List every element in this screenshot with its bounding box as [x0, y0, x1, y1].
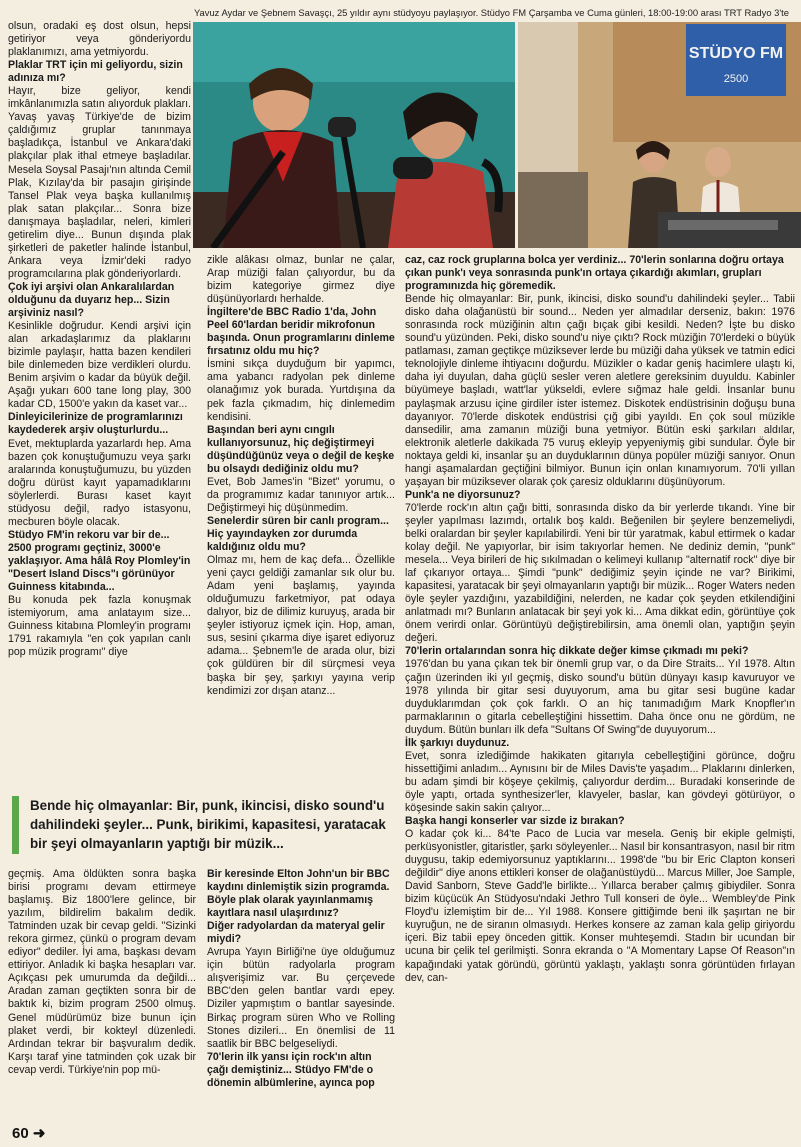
column-1-bottom	[8, 868, 196, 1077]
question: Bir keresinde Elton John'un bir BBC kaydını dinlemiştik sizin programda. Böyle plak olarak yayınlanmamış kayıtlara nasıl ulaşırdınız?	[207, 868, 390, 920]
question: Senelerdir süren bir canlı program... Hiç yayındayken zor durumda kaldığınız oldu mu?	[207, 514, 389, 554]
answer-paragraph: Kesinlikle doğrudur. Kendi arşivi için alan arkadaşlarımız da plaklarını bizimle paylaşır, hatta bazen kendileri bile dinlemeden bize verdikleri olurdu. Benim arşivim o kadar da büyük değil. Aşağı yukarı 600 tane long play, 300 kadar CD, 1500'e yakın da kaset var...	[8, 320, 191, 411]
answer-paragraph: Evet, sonra izlediğimde hakikaten gitarıyla cebelleştiğini görünce, doğru hissettiğimi anladım... Aynısını bir de Miles Davis'te yaşadım... Plaklarını dinlerken, bu adam şimdi bir köşeye çekilmiş, çalıyordur derdim... Buradaki konserinde de öyle yaptı, ortada synthesizer'ler, klavyeler, baslar, kan gövdeyi götürüyor, o köşesinde sakin sakin çalıyor...	[405, 749, 795, 814]
answer-paragraph: İsmini sıkça duyduğum bir yapımcı, ama yabancı radyolan pek dinleme olanağımız yok burada. Yurtdışına da pek fazla çıkmadım, hiç dinlemedim kendisini.	[207, 358, 395, 423]
studio-photo-control-room	[518, 22, 801, 248]
column-3	[405, 254, 795, 985]
question: Başından beri aynı cıngılı kullanıyorsunuz, hiç değiştirmeyi düşündüğünüz veya o değil de keşke bu olsaydı dediğiniz oldu mu?	[207, 423, 395, 475]
answer-paragraph: Evet, Bob James'in "Bizet" yorumu, o da programımız kadar tanınıyor artık... Değiştirmeyi hiç düşünmedim.	[207, 475, 395, 514]
page-number-text: 60	[12, 1125, 29, 1142]
answer-paragraph: Avrupa Yayın Birliği'ne üye olduğumuz için bütün radyolarla program alışverişimiz var. Bu çerçevede BBC'den gelen bantlar vardı epey. Diziler yapmıştım o bantlar sayesinde. Birkaç program süren Who ve Rolling Stones dizileri... En önemlisi de 11 saatlik bir BBC belgeseliydi.	[207, 946, 395, 1050]
pull-quote	[8, 796, 393, 858]
answer-paragraph: Olmaz mı, hem de kaç defa... Özellikle yeni çaycı geldiği zamanlar sık olur bu. Adam yeni başlamış, yayında olduğumuzu farketmiyor, pat odaya dalıyor, biz de dilimiz kuruyuş, arada bir şeyler istiyoruz içmek için. Hop, aman, sus, sesini çıkarma diye işaret ediyoruz adama... Şebnem'le de arada olur, bizi çok güldüren bir dil sürçmesi veya başka bir şey, şarkıyı yayına verip kendimizi zor dışan atanz...	[207, 554, 395, 697]
answer-paragraph: Evet, mektuplarda yazarlardı hep. Ama bazen çok konuştuğumuzu veya şarkı aralarında konuştuğumuzu, bu yüzden doğru dürüst kayıt yapamadıklarını söylerlerdi. Burası kaset kayıt stüdyosu değil, radyo istasyonu, mecburen böyle olacak.	[8, 437, 191, 528]
answer-paragraph: 70'lerde rock'ın altın çağı bitti, sonrasında disko da bir yerlerde tıkandı. Yine bir şeyler yapılması lazımdı, ortalık boş kaldı. Beğenilen bir şeylere benzemeliydi, belki oralardan bir şeyler kapılabilirdi. Yeni bir tür yaratmak, kabul ettirmek o kadar kolay değil. Ne yapıyorlar, bir isim takıyorlar hemen. Ne dediniz demin, "punk" mesela... Veya birileri de hiç sıkılmadan o kelimeyi kullanıp "alternatif rock" diye bir laf çıkarıyor ortaya... Şimdi "punk" dediğimiz şeyin içinde ne var? Birikimi, kapasitesi, yaratacak bir şeyi olmayanların yaptığı bir müzik... Roger Waters neden öyle şeyler yazdığını, yazabildiğini, nelerden, ne kadar çok şeyden etkilendiğini anlatmadı mı? Bunların anlatacak bir şeyi yok ki... Ama dikkat edin, görüntüye çok önem verirdi onlar. Görüntüyü değiştirebilirsin, ama önemli olan, yaptığın şeyin değeri.	[405, 501, 795, 645]
page-number	[12, 1124, 45, 1142]
question: Punk'a ne diyorsunuz?	[405, 488, 521, 501]
studio-sign-number: 2500	[723, 73, 749, 85]
answer-paragraph: Hayır, bize geliyor, kendi imkânlanımızla satın alıyorduk plakları. Yavaş yavaş Türkiye'de de bizim çaldığımız gruplar tanınmaya başladıkça, İstanbul ve Ankara'daki plakçılar plak ithal etmeye başladılar. Mesela Soysal Pasajı'nın altında Cemil Plak, Kızılay'da bir pasajın girişinde Tansel Plak veya başka kullanılmış plak satan plakçılar... Sonra bize danışmaya başladılar, neleri, kimleri getirelim diye... Bunun dışında plak şirketleri de paketler halinde İstanbul, Ankara veya İzmir'deki radyo programcılarına plak gönderiyorlardı.	[8, 85, 191, 280]
question: Diğer radyolardan da materyal gelir miydi?	[207, 920, 385, 946]
pull-quote-bar	[12, 796, 19, 854]
answer-paragraph: olsun, oradaki eş dost olsun, hepsi getiriyor veya gönderiyordu plaklanımızı, ama yetmiyordu.	[8, 20, 191, 59]
column-1-top	[8, 20, 191, 659]
question: Plaklar TRT için mi geliyordu, sizin adınıza mı?	[8, 59, 183, 85]
answer-paragraph: Bu konuda pek fazla konuşmak istemiyorum, ama anlatayım size... Guinness kitabına Plomley'in programı 1791 rakamıyla "en çok yapılan canlı pop müzik programı" diye	[8, 594, 191, 659]
pull-quote-text: Bende hiç olmayanlar: Bir, punk, ikincisi, disko sound'u dahilindeki şeyler... Punk, birikimi, kapasitesi, yaratacak bir şeyi olmayanların yaptığı bir müzik...	[30, 798, 386, 851]
question: İngiltere'de BBC Radio 1'da, John Peel 60'lardan beridir mikrofonun başında. Onun programlarını dinleme fırsatınız oldu mu hiç?	[207, 306, 395, 358]
question: 70'lerin ilk yansı için rock'ın altın çağı demiştiniz... Stüdyo FM'de o dönemin albümlerine, ayınca pop	[207, 1050, 375, 1089]
arrow-right-icon: ➜	[32, 1125, 46, 1142]
question: 70'lerin ortalarından sonra hiç dikkate değer kimse çıkmadı mı peki?	[405, 645, 749, 658]
answer-paragraph: O kadar çok ki... 84'te Paco de Lucia var mesela. Geniş bir ekiple gelmişti, perküsyonistler, gitaristler, şarkı söyleyenler... Nasıl bir konsantrasyon, nasıl bir ritm duygusu, takip edemiyorsunuz yaptıklarını... 1998'de "bu bir Eric Clapton konseri değildir" diye anons ettikleri konser de olağanüstüydü... Marcus Miller, Joe Sample, David Sanborn, Steve Gadd'le birlikte... Yıllarca beraber çalmış gibiydiler. Sonra bizim küçücük An Stüdyosu'ndaki Jethro Tull konseri de öyle... Wembley'de Pink Floyd'u izlemiştim bir de... Yıl 1988. Konsere gittiğimde beni ilk şaşırtan ne bir kuyruğun, ne de siranın olmasıydı. Herkes konsere az zaman kala gelip giriyordu içeri. Biz tabii epey önceden gittik. Konser muhteşemdi. Stadın bir ucundan bir ucuna bir çelik tel gerilmişti. Sonra ekranda o "A Momentary Lapse Of Reason"ın kapağındaki yatak göründü, görüntü yaklaştı, yaklaştı sonra görüntüden fırlayan dev, can-	[405, 828, 795, 984]
question: Dinleyicilerinize de programlarınızı kaydederek arşiv oluşturlurdu...	[8, 411, 183, 437]
answer-paragraph: Bende hiç olmayanlar: Bir, punk, ikincisi, disko sound'u dahilindeki şeyler... Tabii disko daha olağanüstü bir sound... Neden yer almadılar derseniz, bakın: 1976 sonrasında rock müziğinin altın çağı bıçak gibi kesildi. Neden? İşte bu disko sound'u yüzünden. Peki, disko sound'u niye çıktı? Rock müziğin 70'lerdeki o büyük patlaması, zaman geçtikçe müziksever lerde bu müziği daha yüksek ve tatmin edici teknolojiyle dinleme ihtiyacını doğurdu. Müzikler o kadar geniş hacimlere ulaştı ki, daha iyi duyulan, daha güçlü sesler veren aletlere gereksinim duyuldu. Kabinler büyümeye başladı, watt'lar yükseldi, evlere sığmaz hale geldi. İnsanlar bunu paylaşmak arzusu içine girdiler ister istemez. Diskotek endüstrisinin doğuşu buna dayanıyor. 70'lerde diskotek endüstrisi çığ gibi yayıldı. En çok soul müzikle dansedilir, ama zamanın müziği buna yetmiyor. Bütün eski şarkıları aldılar, elektronik aletlerle dakikada 75 vuruş ekleyip yepyeniymiş gibi sundular. Öyle bir noktaya geldi ki, insanlar şu an duyduklarının dünya popüler müziği sanıyor. Onun hangi aşamalardan geçtiğini bilmiyor. Bunun için onlan kınamıyorum. 70'li yıllan yaşayan bir müziksever olarak çok çaresiz olduklarını düşünüyorum.	[405, 293, 795, 488]
studio-sign-text: STÜDYO FM	[688, 45, 784, 62]
column-2-top	[207, 254, 395, 698]
studio-photo-hosts	[193, 22, 515, 248]
column-2-bottom	[207, 868, 395, 1090]
question: Stüdyo FM'in rekoru var bir de... 2500 programı geçtiniz, 3000'e yaklaşıyor. Ama hâlâ Roy Plomley'in "Desert Island Discs"ı görünüyor Guinness kitabında...	[8, 528, 191, 594]
question: Başka hangi konserler var sizde iz bırakan?	[405, 815, 625, 828]
photo-caption: Yavuz Aydar ve Şebnem Savaşçı, 25 yıldır aynı stüdyoyu paylaşıyor. Stüdyo FM Çarşamba ve Cuma günleri, 18:00-19:00 arası TRT Radyo 3'te	[194, 7, 789, 18]
question: İlk şarkıyı duydunuz.	[405, 736, 510, 749]
question: Çok iyi arşivi olan Ankaralılardan olduğunu da duyarız hep... Sizin arşiviniz nasıl?	[8, 280, 175, 320]
answer-paragraph: 1976'dan bu yana çıkan tek bir önemli grup var, o da Dire Straits... Yıl 1978. Altın çağın üzerinden iki yıl geçmiş, disko sound'u bütün dünyayı kasıp kavuruyor ve 1978 yılında bir gitar sesi duyuyorum, ama bu gitar sesi bugüne kadar duyduklarımdan çok çok farklı. O an hiç tanımadığım Mark Knopfler'ın parmaklarının o gitarla cebelleştiğini hissettim. Daha önce onu ne gördüm, ne duydum. Bütün bunları ilk defa "Sultans Of Swing"de duyuyorum...	[405, 658, 795, 736]
answer-paragraph: geçmiş. Ama öldükten sonra başka birisi programı devam ettirmeye başlamış. Biz 1800'lere gelince, bir yazılım, bildirelim bakalım dedik. Tatminden uzak bir cevap geldi. "Sizinki rekora girmez, çünkü o program devam ediyor" dediler. İyi ama, başkası devam ettiriyor. Anladık ki başka hesapları var. Açıkçası pek umurumda da değildi... Aradan zaman geçtikten sonra bir de baktık ki, bizim program 2500 olmuş. Genel müdürümüz bize bunun için plaket verdi, bir kokteyl düzenledi. Ardından tekrar bir başvuralım dedik. Karşı taraf yine tatminden çok uzak bir cevap verdi. Türkiye'nin pop mü-	[8, 868, 196, 1076]
answer-paragraph: zikle alâkası olmaz, bunlar ne çalar, Arap müziği falan çalıyordur, bu da bizim kategoriye girmez diye düşünüyorlardı herhalde.	[207, 254, 395, 306]
question: caz, caz rock gruplarına bolca yer verdiniz... 70'lerin sonlarına doğru ortaya çıkan punk'ı veya sonrasında punk'ın ortaya çıkardığı akımları, grupları programınızda hiç göremedik.	[405, 254, 784, 293]
